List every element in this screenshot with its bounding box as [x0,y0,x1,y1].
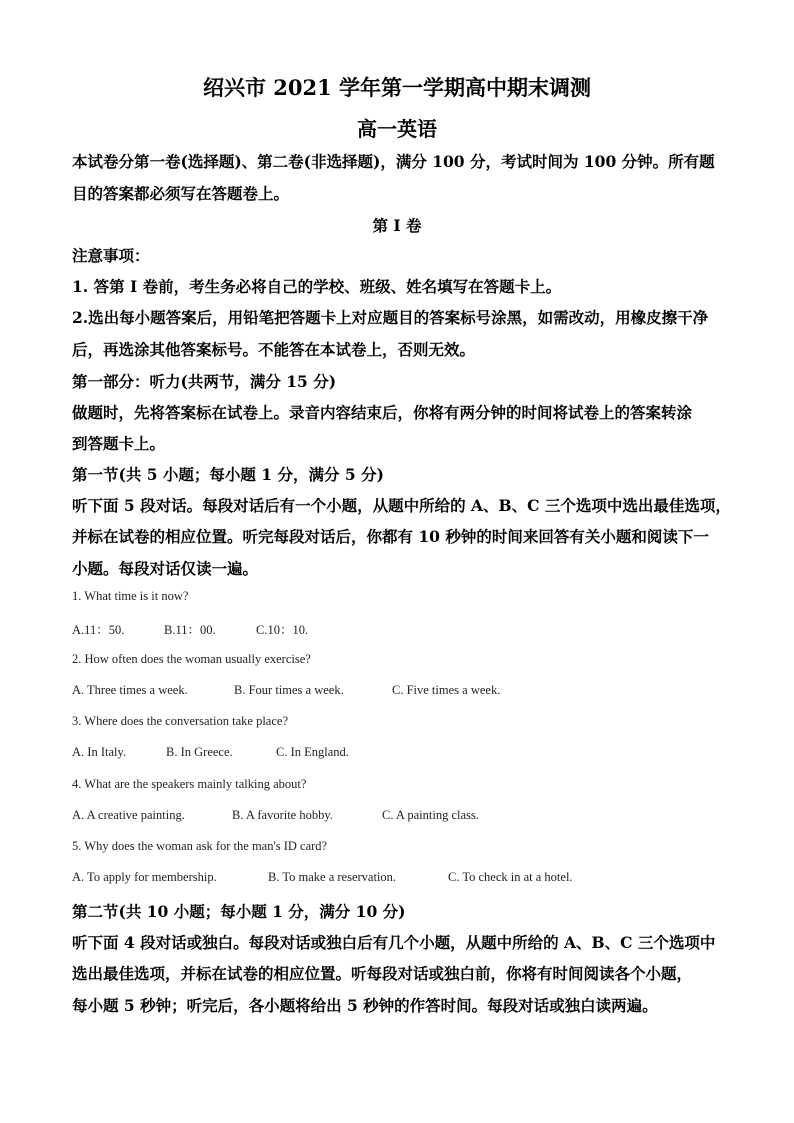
section2-desc-line-1: 听下面 4 段对话或独白。每段对话或独白后有几个小题，从题中所给的 A、B、C 三个选项中 [72,933,716,952]
part1-desc-line-2: 到答题卡上。 [72,434,166,453]
section1-desc-line-1: 听下面 5 段对话。每段对话后有一个小题，从题中所给的 A、B、C 三个选项中选出最佳选项， [72,496,731,515]
question-5-stem: 5. Why does the woman ask for the man's ID card? [72,839,328,853]
question-1-option-c: C.10：10. [256,623,309,637]
intro-line-1: 本试卷分第一卷(选择题)、第二卷(非选择题)，满分 100 分，考试时间为 100 分钟。所有题 [72,152,715,171]
question-2-option-c: C. Five times a week. [392,683,501,697]
exam-subtitle: 高一英语 [357,117,437,141]
question-4-options [72,808,732,823]
question-1-stem: 1. What time is it now? [72,589,189,603]
question-5-option-b: B. To make a reservation. [268,870,397,884]
question-4-option-a: A. A creative painting. [72,808,185,822]
question-2-option-b: B. Four times a week. [234,683,344,697]
question-3-option-b: B. In Greece. [166,745,233,759]
question-3-option-a: A. In Italy. [72,745,127,759]
section1-desc-line-2: 并标在试卷的相应位置。听完每段对话后，你都有 10 秒钟的时间来回答有关小题和阅读下一 [72,527,709,546]
question-4-option-b: B. A favorite hobby. [232,808,333,822]
question-3-option-c: C. In England. [276,745,349,759]
question-1-option-a: A.11：50. [72,623,125,637]
section1-heading: 第一节(共 5 小题；每小题 1 分，满分 5 分) [72,465,384,484]
notes-heading: 注意事项： [72,246,150,265]
question-2-stem: 2. How often does the woman usually exercise? [72,652,311,666]
question-3-stem: 3. Where does the conversation take place? [72,714,288,728]
question-1-options [72,620,732,638]
question-5-option-a: A. To apply for membership. [72,870,217,884]
intro-line-2: 目的答案都必须写在答题卷上。 [72,184,290,203]
section2-desc-line-3: 每小题 5 秒钟；听完后，各小题将给出 5 秒钟的作答时间。每段对话或独白读两遍。 [72,996,658,1015]
question-2-option-a: A. Three times a week. [72,683,188,697]
section2-desc-line-2: 选出最佳选项，并标在试卷的相应位置。听每段对话或独白前，你将有时间阅读各个小题， [72,964,693,983]
note-1: 1. 答第 I 卷前，考生务必将自己的学校、班级、姓名填写在答题卡上。 [72,277,562,296]
part1-desc-line-1: 做题时，先将答案标在试卷上。录音内容结束后，你将有两分钟的时间将试卷上的答案转涂 [72,403,693,422]
section2-heading: 第二节(共 10 小题；每小题 1 分，满分 10 分) [72,902,406,921]
question-4-option-c: C. A painting class. [382,808,479,822]
question-5-options [72,870,732,885]
note-2-line-1: 2.选出每小题答案后，用铅笔把答题卡上对应题目的答案标号涂黑，如需改动，用橡皮擦干净 [72,308,709,327]
section1-desc-line-3: 小题。每段对话仅读一遍。 [72,559,259,578]
part1-heading: 第一部分：听力(共两节，满分 15 分) [72,372,337,391]
question-3-options [72,745,732,760]
question-1-option-b: B.11：00. [164,623,216,637]
volume-title: 第 I 卷 [372,216,422,235]
question-4-stem: 4. What are the speakers mainly talking about? [72,777,307,791]
question-5-option-c: C. To check in at a hotel. [448,870,573,884]
exam-title: 绍兴市 2021 学年第一学期高中期末调测 [202,75,592,100]
note-2-line-2: 后，再选涂其他答案标号。不能答在本试卷上，否则无效。 [72,340,476,359]
question-2-options [72,683,732,698]
